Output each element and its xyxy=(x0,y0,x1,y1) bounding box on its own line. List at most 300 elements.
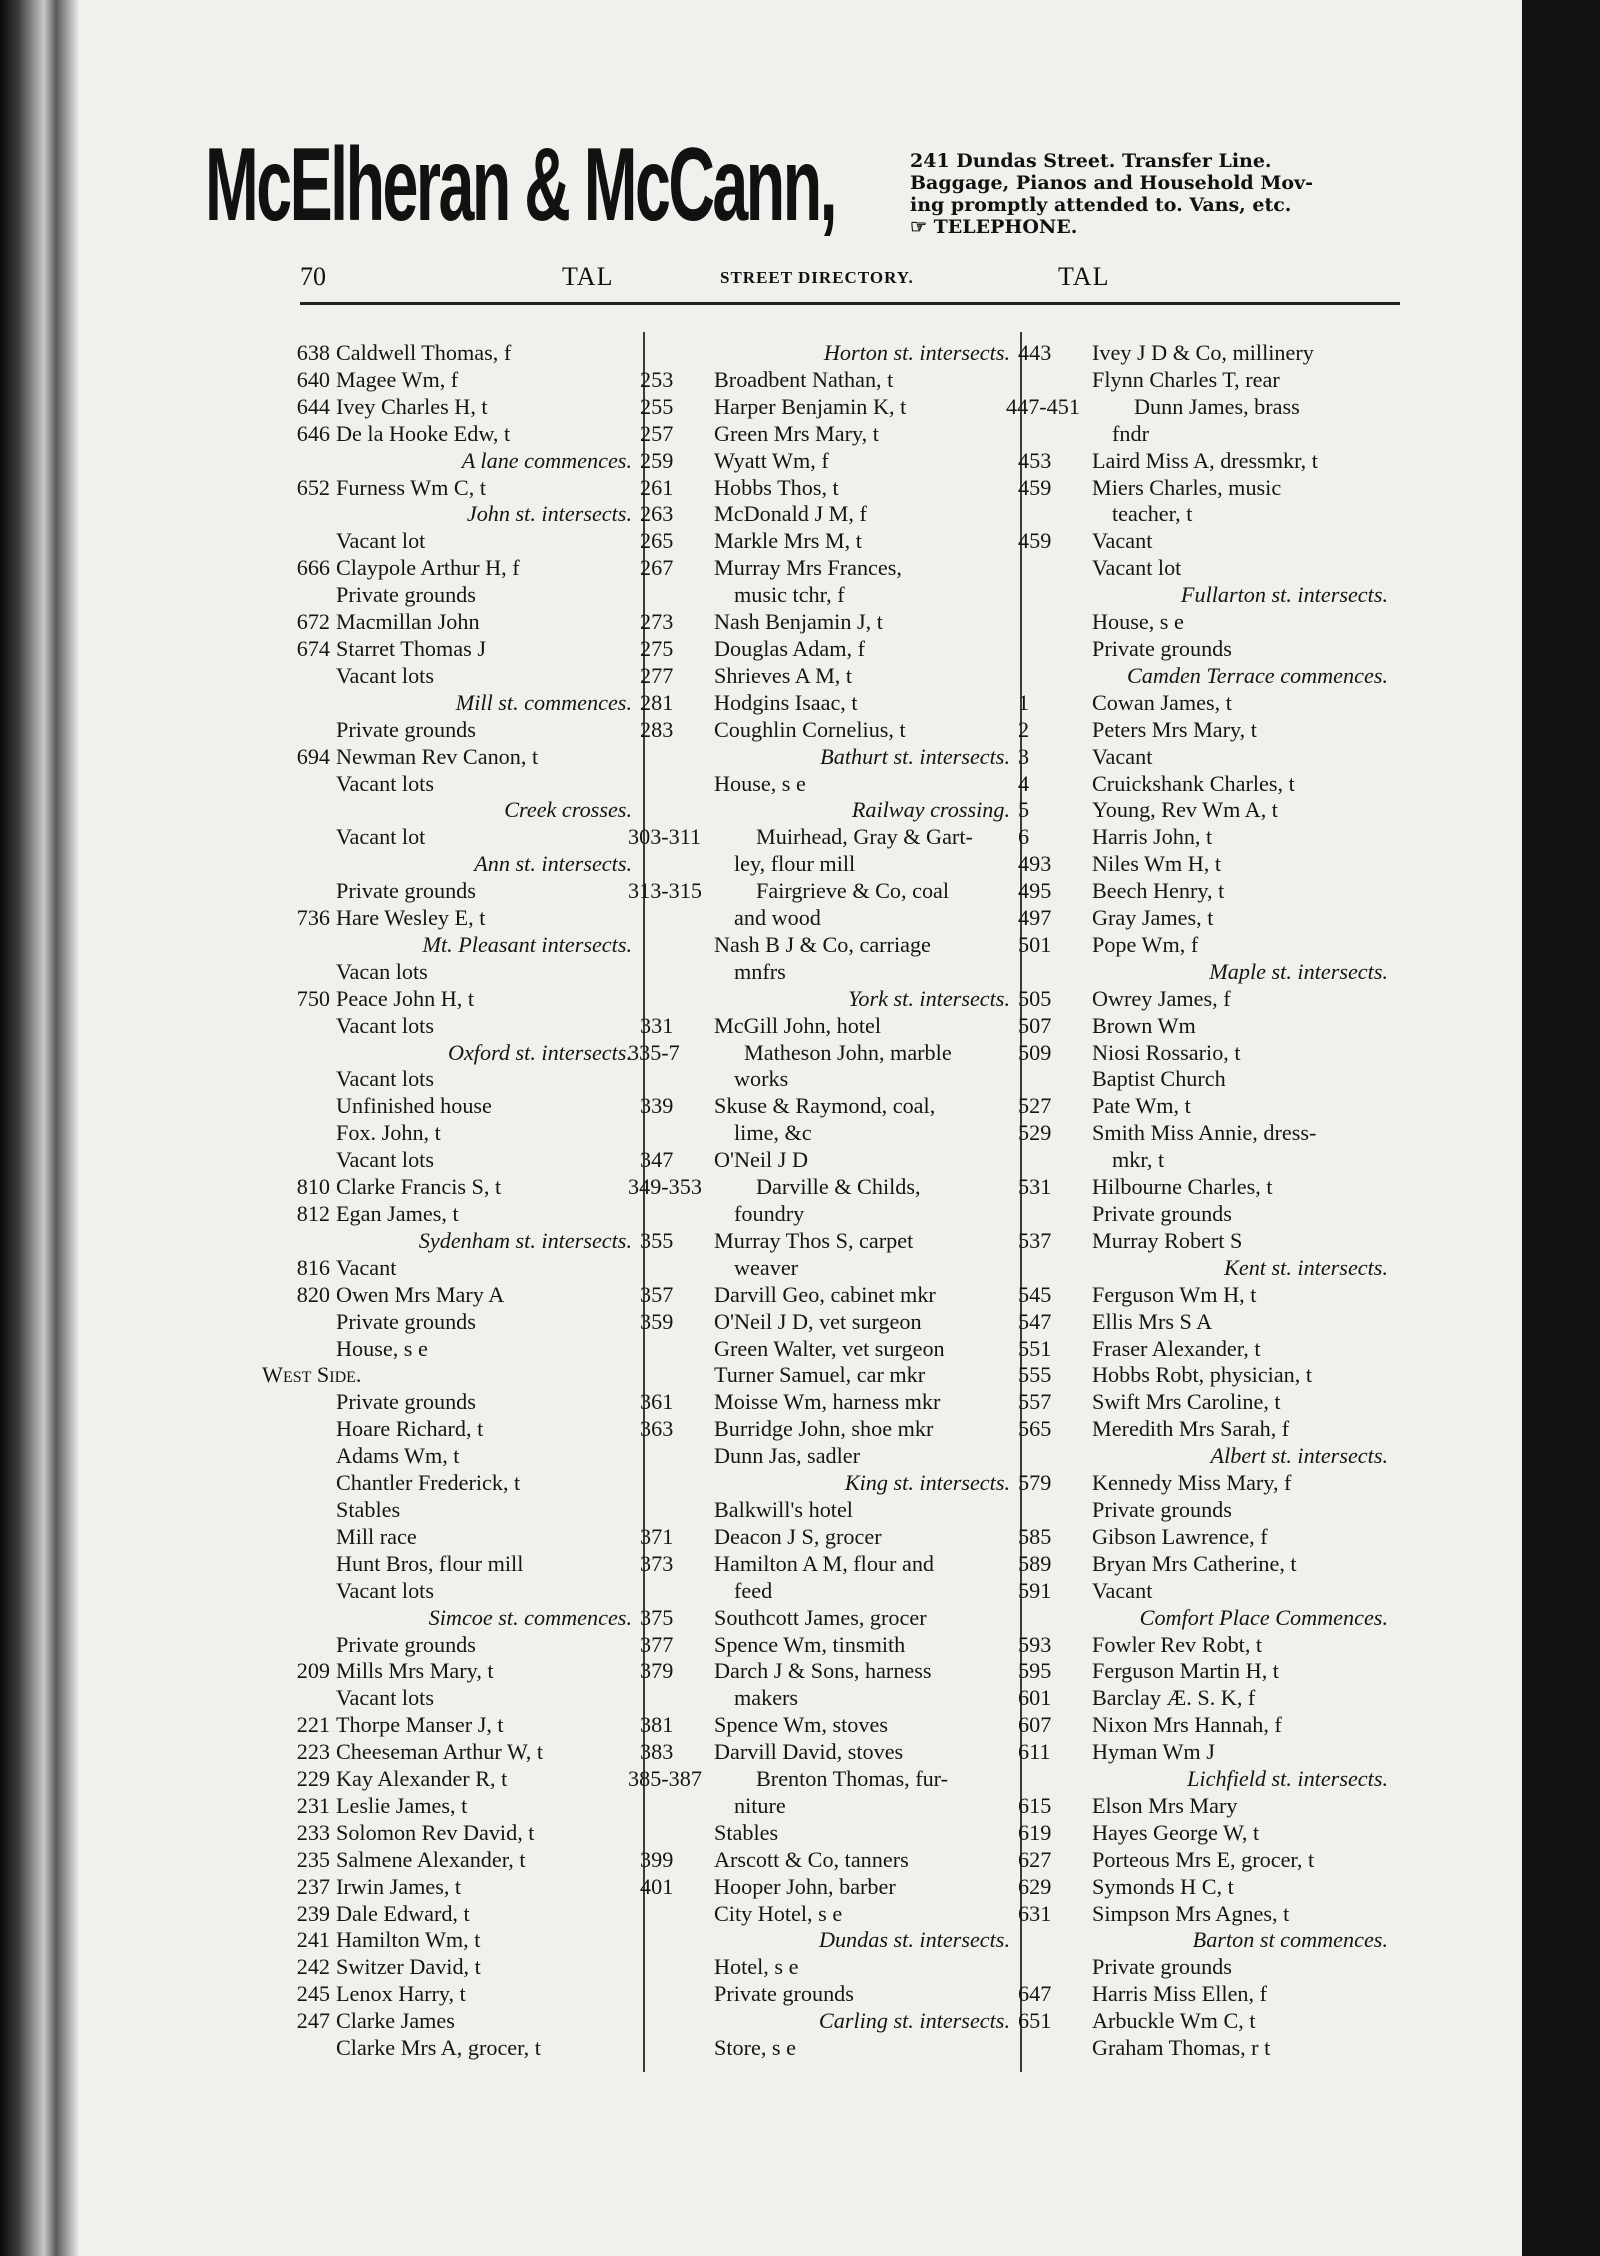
house-number: 273 xyxy=(640,609,674,635)
house-number: 277 xyxy=(640,662,674,688)
directory-entry xyxy=(1018,824,1388,851)
house-number: 646 xyxy=(296,420,330,446)
advertisement-text xyxy=(910,150,1395,238)
ad-line: 241 Dundas Street. Transfer Line. xyxy=(910,150,1272,172)
entry-text: Fraser Alexander, t xyxy=(1092,1335,1261,1361)
entry-text: makers xyxy=(734,1685,799,1711)
entry-text: Young, Rev Wm A, t xyxy=(1092,797,1278,823)
entry-text: Stables xyxy=(714,1819,779,1845)
house-number: 233 xyxy=(296,1819,330,1845)
entry-text: Fox. John, t xyxy=(336,1120,441,1146)
entry-text: Markle Mrs M, t xyxy=(714,528,862,554)
entry-text: Ellis Mrs S A xyxy=(1092,1308,1213,1334)
entry-text: Cheeseman Arthur W, t xyxy=(336,1739,544,1765)
entry-text: foundry xyxy=(734,1201,805,1226)
entry-text: Hobbs Robt, physician, t xyxy=(1092,1362,1313,1388)
house-number: 255 xyxy=(640,393,674,419)
directory-entry xyxy=(262,636,632,663)
entry-text: Chantler Frederick, t xyxy=(336,1470,521,1496)
directory-entry xyxy=(1018,555,1388,582)
entry-text: Private grounds xyxy=(1092,1201,1232,1226)
house-number: 261 xyxy=(640,474,674,500)
entry-text: Green Mrs Mary, t xyxy=(714,420,879,446)
entry-text: Hamilton Wm, t xyxy=(336,1927,481,1953)
entry-text: Arbuckle Wm C, t xyxy=(1092,2008,1256,2034)
directory-entry xyxy=(640,1524,1010,1551)
entry-text: Spence Wm, tinsmith xyxy=(714,1631,906,1657)
directory-entry xyxy=(640,932,1010,959)
directory-entry xyxy=(262,582,632,609)
house-number: 359 xyxy=(640,1308,674,1334)
house-number: 379 xyxy=(640,1658,674,1684)
directory-entry xyxy=(1018,1820,1388,1847)
directory-entry xyxy=(1018,1551,1388,1578)
directory-entry xyxy=(262,1874,632,1901)
entry-text: Muirhead, Gray & Gart- xyxy=(756,824,973,850)
entry-text: Hilbourne Charles, t xyxy=(1092,1174,1273,1200)
directory-entry xyxy=(1018,1201,1388,1228)
house-number: 281 xyxy=(640,689,674,715)
directory-entry xyxy=(262,1551,632,1578)
entry-text: Nixon Mrs Hannah, f xyxy=(1092,1712,1282,1738)
directory-entry xyxy=(262,717,632,744)
entry-text: House, s e xyxy=(1092,609,1184,635)
directory-entry xyxy=(262,905,632,932)
entry-text: Nash B J & Co, carriage xyxy=(714,931,931,957)
advertisement-banner xyxy=(205,127,1385,250)
entry-text: Hare Wesley E, t xyxy=(336,905,486,931)
entry-text: Pate Wm, t xyxy=(1092,1093,1191,1119)
house-number: 237 xyxy=(296,1873,330,1899)
street-intersection: John st. intersects. xyxy=(466,501,632,527)
entry-text: Symonds H C, t xyxy=(1092,1873,1234,1899)
directory-entry xyxy=(1018,905,1388,932)
directory-entry xyxy=(262,1524,632,1551)
directory-entry xyxy=(262,663,632,690)
directory-entry xyxy=(640,1551,1010,1578)
entry-text: Laird Miss A, dressmkr, t xyxy=(1092,447,1318,473)
directory-entry xyxy=(262,1174,632,1201)
street-intersection: King st. intersects. xyxy=(844,1470,1010,1496)
entry-text: Thorpe Manser J, t xyxy=(336,1712,504,1738)
house-number: 347 xyxy=(640,1147,674,1173)
entry-text: Kay Alexander R, t xyxy=(336,1766,508,1792)
directory-entry xyxy=(640,1632,1010,1659)
house-number: 810 xyxy=(296,1174,330,1200)
house-number: 221 xyxy=(296,1712,330,1738)
entry-text: Dale Edward, t xyxy=(336,1900,470,1926)
entry-text: Douglas Adam, f xyxy=(714,635,865,661)
directory-entry xyxy=(1018,1336,1388,1363)
entry-continuation xyxy=(640,1201,1010,1228)
entry-text: Vacant xyxy=(1092,1577,1153,1603)
directory-entry xyxy=(640,1389,1010,1416)
house-number: 239 xyxy=(296,1900,330,1926)
house-number: 537 xyxy=(1018,1227,1052,1253)
entry-continuation xyxy=(640,959,1010,986)
entry-text: Solomon Rev David, t xyxy=(336,1819,535,1845)
house-number: 666 xyxy=(296,555,330,581)
book-binding xyxy=(0,0,78,2256)
directory-entry xyxy=(1018,1739,1388,1766)
directory-entry xyxy=(640,771,1010,798)
scan-edge xyxy=(1522,0,1600,2256)
directory-entry xyxy=(640,690,1010,717)
entry-text: Matheson John, marble xyxy=(744,1039,952,1065)
entry-text: Vacant lots xyxy=(336,1685,434,1711)
house-number: 443 xyxy=(1018,340,1052,365)
entry-text: music tchr, f xyxy=(734,582,845,608)
entry-text: Baptist Church xyxy=(1092,1066,1226,1092)
house-number: 497 xyxy=(1018,905,1052,931)
directory-entry xyxy=(640,1093,1010,1120)
entry-text: Stables xyxy=(336,1496,401,1522)
street-intersection: Railway crossing. xyxy=(851,797,1010,823)
entry-text: Vacant lots xyxy=(336,1577,434,1603)
directory-entry xyxy=(262,1712,632,1739)
house-number: 335-7 xyxy=(628,1039,680,1065)
directory-entry xyxy=(640,609,1010,636)
entry-text: Egan James, t xyxy=(336,1201,459,1226)
entry-text: Elson Mrs Mary xyxy=(1092,1792,1238,1818)
directory-entry xyxy=(262,367,632,394)
entry-text: Flynn Charles T, rear xyxy=(1092,366,1280,392)
entry-text: Ivey Charles H, t xyxy=(336,393,488,419)
directory-entry xyxy=(640,1874,1010,1901)
entry-text: Porteous Mrs E, grocer, t xyxy=(1092,1846,1315,1872)
directory-entry xyxy=(628,1039,1010,1067)
directory-entry xyxy=(1018,636,1388,663)
directory-entry xyxy=(262,609,632,636)
house-number: 242 xyxy=(296,1954,330,1980)
house-number: 585 xyxy=(1018,1523,1052,1549)
entry-text: Swift Mrs Caroline, t xyxy=(1092,1389,1281,1415)
entry-text: Meredith Mrs Sarah, f xyxy=(1092,1416,1290,1442)
house-number: 2 xyxy=(1018,716,1030,742)
ad-line: ing promptly attended to. Vans, etc. xyxy=(910,194,1292,216)
directory-entry xyxy=(640,636,1010,663)
entry-text: Lenox Harry, t xyxy=(336,1981,466,2007)
house-number: 545 xyxy=(1018,1281,1052,1307)
entry-text: House, s e xyxy=(714,770,806,796)
entry-text: Pope Wm, f xyxy=(1092,931,1199,957)
ad-line: ☞ TELEPHONE. xyxy=(910,216,1078,238)
entry-text: Balkwill's hotel xyxy=(714,1496,853,1522)
entry-text: feed xyxy=(734,1577,773,1603)
directory-entry xyxy=(640,475,1010,502)
entry-text: Coughlin Cornelius, t xyxy=(714,716,906,742)
entry-text: Vacant lot xyxy=(336,528,426,554)
entry-text: Brown Wm xyxy=(1092,1012,1196,1038)
entry-text: Ivey J D & Co, millinery xyxy=(1092,340,1314,365)
entry-text: Switzer David, t xyxy=(336,1954,481,1980)
entry-text: Private grounds xyxy=(336,1631,476,1657)
house-number: 647 xyxy=(1018,1981,1052,2007)
directory-entry xyxy=(262,1201,632,1228)
directory-entry xyxy=(262,1282,632,1309)
directory-entry xyxy=(1018,1389,1388,1416)
house-number: 820 xyxy=(296,1281,330,1307)
entry-text: Vacant lots xyxy=(336,1066,434,1092)
entry-text: Peters Mrs Mary, t xyxy=(1092,716,1257,742)
house-number: 447-451 xyxy=(1006,393,1080,419)
directory-entry xyxy=(628,1766,1010,1793)
entry-text: Nash Benjamin J, t xyxy=(714,609,883,635)
entry-text: Private grounds xyxy=(336,1308,476,1334)
directory-entry xyxy=(1018,1632,1388,1659)
entry-text: Arscott & Co, tanners xyxy=(714,1846,909,1872)
street-intersection: Horton st. intersects. xyxy=(823,340,1010,365)
house-number: 531 xyxy=(1018,1174,1052,1200)
entry-text: Cruickshank Charles, t xyxy=(1092,770,1295,796)
house-number: 303-311 xyxy=(628,824,702,850)
house-number: 529 xyxy=(1018,1120,1052,1146)
directory-entry xyxy=(262,421,632,448)
directory-entry xyxy=(262,2035,632,2062)
advertiser-name: McElheran & McCann, xyxy=(205,127,836,243)
entry-text: Graham Thomas, r t xyxy=(1092,2035,1271,2061)
directory-entry xyxy=(262,1658,632,1685)
house-number: 339 xyxy=(640,1093,674,1119)
house-number: 5 xyxy=(1018,797,1030,823)
street-intersection: Simcoe st. commences. xyxy=(428,1604,632,1630)
directory-entry xyxy=(1018,1093,1388,1120)
house-number: 505 xyxy=(1018,985,1052,1011)
house-number: 507 xyxy=(1018,1012,1052,1038)
directory-entry xyxy=(640,1954,1010,1981)
directory-entry xyxy=(262,1013,632,1040)
directory-entry xyxy=(1018,1362,1388,1389)
house-number: 638 xyxy=(296,340,330,365)
street-intersection: Comfort Place Commences. xyxy=(1139,1604,1388,1630)
house-number: 275 xyxy=(640,635,674,661)
directory-entry xyxy=(640,1820,1010,1847)
house-number: 593 xyxy=(1018,1631,1052,1657)
directory-entry xyxy=(262,986,632,1013)
entry-text: Simpson Mrs Agnes, t xyxy=(1092,1900,1290,1926)
entry-text: Gibson Lawrence, f xyxy=(1092,1523,1268,1549)
directory-entry xyxy=(262,1632,632,1659)
entry-text: Store, s e xyxy=(714,2035,796,2061)
entry-text: Moisse Wm, harness mkr xyxy=(714,1389,941,1415)
entry-text: Peace John H, t xyxy=(336,985,475,1011)
directory-entry xyxy=(262,1255,632,1282)
directory-entry xyxy=(262,1820,632,1847)
entry-text: Wyatt Wm, f xyxy=(714,447,829,473)
directory-entry xyxy=(640,2035,1010,2062)
entry-text: Vacant lot xyxy=(1092,555,1182,581)
directory-entry xyxy=(628,878,1010,905)
entry-continuation xyxy=(1018,501,1388,528)
entry-continuation xyxy=(1018,1147,1388,1174)
directory-entry xyxy=(1018,690,1388,717)
street-intersection: Mt. Pleasant intersects. xyxy=(422,931,632,957)
directory-entry xyxy=(1018,1470,1388,1497)
house-number: 644 xyxy=(296,393,330,419)
directory-entry xyxy=(262,1901,632,1928)
directory-entry xyxy=(1018,878,1388,905)
entry-continuation xyxy=(640,1578,1010,1605)
entry-text: Kennedy Miss Mary, f xyxy=(1092,1470,1292,1496)
street-intersection: Kent st. intersects. xyxy=(1224,1254,1388,1280)
house-number: 627 xyxy=(1018,1846,1052,1872)
directory-column-1 xyxy=(262,340,632,2062)
directory-entry xyxy=(262,2008,632,2035)
directory-entry xyxy=(262,1981,632,2008)
entry-text: Bryan Mrs Catherine, t xyxy=(1092,1550,1297,1576)
entry-text: Mills Mrs Mary, t xyxy=(336,1658,494,1684)
entry-text: Vacant lots xyxy=(336,662,434,688)
entry-continuation xyxy=(640,1255,1010,1282)
house-number: 245 xyxy=(296,1981,330,2007)
entry-text: Spence Wm, stoves xyxy=(714,1712,888,1738)
entry-text: Smith Miss Annie, dress- xyxy=(1092,1120,1317,1146)
entry-text: Clarke Francis S, t xyxy=(336,1174,502,1200)
entry-continuation xyxy=(640,1066,1010,1093)
house-number: 527 xyxy=(1018,1093,1052,1119)
house-number: 331 xyxy=(640,1012,674,1038)
directory-entry xyxy=(640,448,1010,475)
street-intersection: Fullarton st. intersects. xyxy=(1180,582,1388,608)
directory-entry xyxy=(640,1981,1010,2008)
house-number: 355 xyxy=(640,1227,674,1253)
entry-text: Southcott James, grocer xyxy=(714,1604,927,1630)
entry-text: McDonald J M, f xyxy=(714,501,867,527)
entry-text: Newman Rev Canon, t xyxy=(336,743,539,769)
directory-entry xyxy=(1018,528,1388,555)
street-intersection: Sydenham st. intersects. xyxy=(418,1227,632,1253)
entry-text: Leslie James, t xyxy=(336,1792,468,1818)
entry-text: Darch J & Sons, harness xyxy=(714,1658,932,1684)
directory-entry xyxy=(640,1497,1010,1524)
directory-entry xyxy=(1018,1120,1388,1147)
house-number: 459 xyxy=(1018,474,1052,500)
entry-text: Hunt Bros, flour mill xyxy=(336,1550,524,1576)
house-number: 619 xyxy=(1018,1819,1052,1845)
directory-entry xyxy=(262,744,632,771)
directory-entry xyxy=(262,340,632,367)
directory-entry xyxy=(1018,448,1388,475)
entry-continuation xyxy=(640,851,1010,878)
house-number: 601 xyxy=(1018,1685,1052,1711)
entry-text: Harris Miss Ellen, f xyxy=(1092,1981,1268,2007)
header-rule xyxy=(300,302,1400,305)
entry-text: Brenton Thomas, fur- xyxy=(756,1766,949,1792)
house-number: 736 xyxy=(296,905,330,931)
entry-text: Vacant xyxy=(336,1254,397,1280)
entry-text: Ferguson Martin H, t xyxy=(1092,1658,1279,1684)
entry-text: Barclay Æ. S. K, f xyxy=(1092,1685,1256,1711)
entry-text: Hodgins Isaac, t xyxy=(714,689,858,715)
directory-entry xyxy=(1018,1524,1388,1551)
house-number: 349-353 xyxy=(628,1174,702,1200)
directory-entry xyxy=(1018,986,1388,1013)
directory-entry xyxy=(1018,367,1388,394)
street-intersection: Creek crosses. xyxy=(504,797,632,823)
street-intersection: Camden Terrace commences. xyxy=(1126,662,1388,688)
house-number: 313-315 xyxy=(628,878,702,904)
directory-entry xyxy=(640,1228,1010,1255)
directory-entry xyxy=(640,1658,1010,1685)
entry-continuation xyxy=(640,905,1010,932)
entry-text: Starret Thomas J xyxy=(336,635,486,661)
directory-entry xyxy=(1018,1954,1388,1981)
entry-text: Hamilton A M, flour and xyxy=(714,1550,935,1576)
entry-text: Niosi Rossario, t xyxy=(1092,1039,1241,1065)
directory-entry xyxy=(640,1416,1010,1443)
directory-entry xyxy=(262,1093,632,1120)
house-number: 640 xyxy=(296,366,330,392)
house-number: 259 xyxy=(640,447,674,473)
entry-text: fndr xyxy=(1112,420,1149,446)
house-number: 373 xyxy=(640,1550,674,1576)
entry-text: Salmene Alexander, t xyxy=(336,1846,526,1872)
entry-text: Hooper John, barber xyxy=(714,1873,896,1899)
entry-continuation xyxy=(640,1793,1010,1820)
entry-text: City Hotel, s e xyxy=(714,1900,843,1926)
house-number: 383 xyxy=(640,1739,674,1765)
entry-text: Vacant lots xyxy=(336,770,434,796)
entry-text: Vacan lots xyxy=(336,958,428,984)
directory-entry xyxy=(640,367,1010,394)
directory-entry xyxy=(640,421,1010,448)
house-number: 241 xyxy=(296,1927,330,1953)
house-number: 3 xyxy=(1018,743,1030,769)
house-number: 493 xyxy=(1018,851,1052,877)
entry-text: Private grounds xyxy=(1092,635,1232,661)
house-number: 263 xyxy=(640,501,674,527)
directory-entry xyxy=(1018,1228,1388,1255)
house-number: 223 xyxy=(296,1739,330,1765)
directory-entry xyxy=(262,1739,632,1766)
directory-entry xyxy=(640,1847,1010,1874)
house-number: 283 xyxy=(640,716,674,742)
entry-text: House, s e xyxy=(336,1335,428,1361)
house-number: 6 xyxy=(1018,824,1030,850)
entry-text: Shrieves A M, t xyxy=(714,662,853,688)
directory-entry xyxy=(1018,2035,1388,2062)
directory-entry xyxy=(640,501,1010,528)
house-number: 235 xyxy=(296,1846,330,1872)
house-number: 631 xyxy=(1018,1900,1052,1926)
street-intersection: A lane commences. xyxy=(461,447,632,473)
entry-text: Adams Wm, t xyxy=(336,1443,460,1469)
directory-entry xyxy=(640,1282,1010,1309)
entry-text: Darvill David, stoves xyxy=(714,1739,904,1765)
street-intersection: Lichfield st. intersects. xyxy=(1187,1766,1388,1792)
house-number: 371 xyxy=(640,1523,674,1549)
entry-text: mkr, t xyxy=(1112,1147,1165,1173)
directory-entry xyxy=(1018,475,1388,502)
house-number: 589 xyxy=(1018,1550,1052,1576)
entry-text: works xyxy=(734,1066,789,1092)
street-intersection: Maple st. intersects. xyxy=(1209,958,1388,984)
house-number: 399 xyxy=(640,1846,674,1872)
house-number: 453 xyxy=(1018,447,1052,473)
directory-entry xyxy=(262,1766,632,1793)
entry-text: Fowler Rev Robt, t xyxy=(1092,1631,1263,1657)
entry-text: and wood xyxy=(734,905,821,931)
entry-text: Green Walter, vet surgeon xyxy=(714,1335,945,1361)
directory-entry xyxy=(640,1336,1010,1363)
directory-entry xyxy=(262,1336,632,1363)
directory-entry xyxy=(1018,1578,1388,1605)
directory-entry xyxy=(262,555,632,582)
entry-text: O'Neil J D, vet surgeon xyxy=(714,1308,922,1334)
entry-text: Murray Thos S, carpet xyxy=(714,1227,914,1253)
directory-entry xyxy=(1018,1712,1388,1739)
directory-entry xyxy=(262,528,632,555)
